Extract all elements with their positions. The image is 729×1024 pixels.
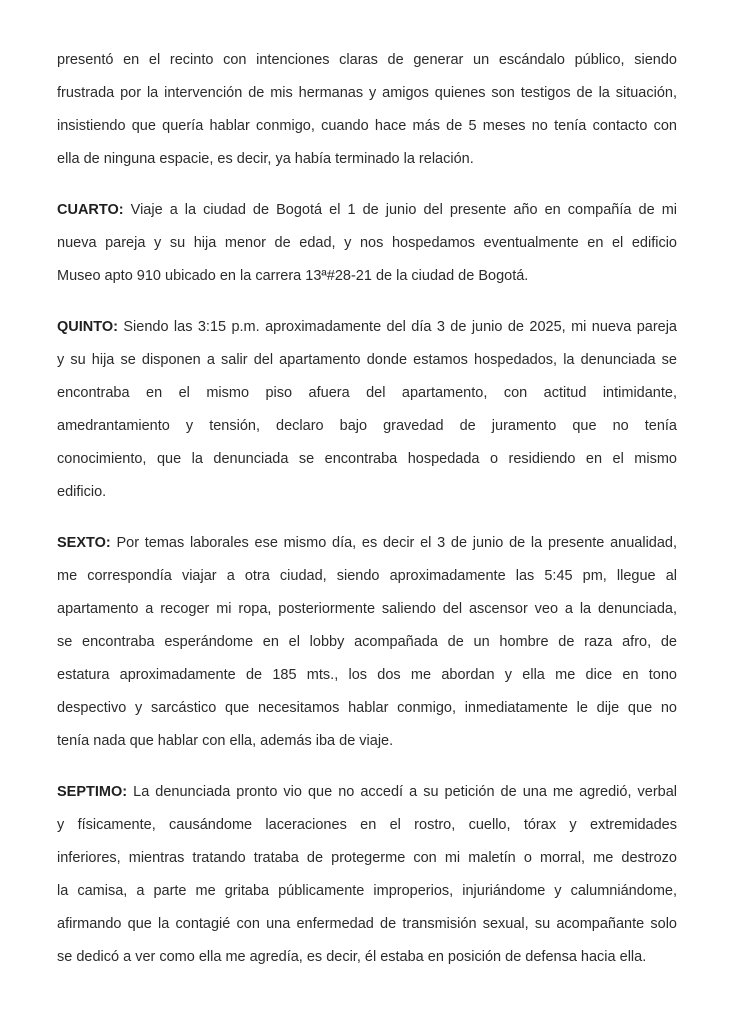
text-line: la camisa, a parte me gritaba públicamente improperios, injuriándome y calumniándome, xyxy=(57,883,677,899)
text-line: QUINTO: Siendo las 3:15 p.m. aproximadamente del día 3 de junio de 2025, mi nueva pareja xyxy=(57,319,677,335)
document-text-block xyxy=(57,44,677,974)
paragraph xyxy=(57,527,677,758)
paragraph xyxy=(57,44,677,176)
text-line: conocimiento, que la denunciada se encontraba hospedada o residiendo en el mismo xyxy=(57,451,677,467)
paragraph-label: QUINTO: xyxy=(57,319,118,335)
text-line: insistiendo que quería hablar conmigo, cuando hace más de 5 meses no tenía contacto con xyxy=(57,118,677,134)
text-line: despectivo y sarcástico que necesitamos hablar conmigo, inmediatamente le dije que no xyxy=(57,700,677,716)
text-line: SEXTO: Por temas laborales ese mismo día, es decir el 3 de junio de la presente anualidad, xyxy=(57,535,678,551)
text-line: afirmando que la contagié con una enfermedad de transmisión sexual, su acompañante solo xyxy=(57,916,677,932)
text-line: apartamento a recoger mi ropa, posteriormente saliendo del ascensor veo a la denunciada, xyxy=(57,601,677,617)
text-line: encontraba en el mismo piso afuera del apartamento, con actitud intimidante, xyxy=(57,385,677,401)
text-line: estatura aproximadamente de 185 mts., los dos me abordan y ella me dice en tono xyxy=(57,667,677,683)
text-line: inferiores, mientras tratando trataba de protegerme con mi maletín o morral, me destrozo xyxy=(57,850,677,866)
text-line: frustrada por la intervención de mis hermanas y amigos quienes son testigos de la situación, xyxy=(57,85,677,101)
text-line: SEPTIMO: La denunciada pronto vio que no accedí a su petición de una me agredió, verbal xyxy=(57,784,677,800)
paragraph-label: SEXTO: xyxy=(57,535,111,551)
text-line: amedrantamiento y tensión, declaro bajo gravedad de juramento que no tenía xyxy=(57,418,677,434)
text-line: CUARTO: Viaje a la ciudad de Bogotá el 1 de junio del presente año en compañía de mi xyxy=(57,202,678,218)
text-line: ella de ninguna espacie, es decir, ya había terminado la relación. xyxy=(57,151,474,167)
text-line: y físicamente, causándome laceraciones en el rostro, cuello, tórax y extremidades xyxy=(57,817,677,833)
text-line: y su hija se disponen a salir del apartamento donde estamos hospedados, la denunciada se xyxy=(57,352,677,368)
text-line: tenía nada que hablar con ella, además iba de viaje. xyxy=(57,733,394,749)
text-line: me correspondía viajar a otra ciudad, siendo aproximadamente las 5:45 pm, llegue al xyxy=(57,568,677,584)
paragraph xyxy=(57,194,677,293)
paragraph xyxy=(57,776,677,974)
text-line: nueva pareja y su hija menor de edad, y nos hospedamos eventualmente en el edificio xyxy=(57,235,677,251)
text-line: se dedicó a ver como ella me agredía, es decir, él estaba en posición de defensa hacia ella. xyxy=(57,949,647,965)
paragraph-label: SEPTIMO: xyxy=(57,784,128,800)
text-line: Museo apto 910 ubicado en la carrera 13ª#28-21 de la ciudad de Bogotá. xyxy=(57,268,529,284)
text-line: se encontraba esperándome en el lobby acompañada de un hombre de raza afro, de xyxy=(57,634,677,650)
paragraph xyxy=(57,311,677,509)
paragraph-label: CUARTO: xyxy=(57,202,124,218)
text-line: edificio. xyxy=(57,484,107,500)
text-line: presentó en el recinto con intenciones claras de generar un escándalo público, siendo xyxy=(57,52,677,68)
